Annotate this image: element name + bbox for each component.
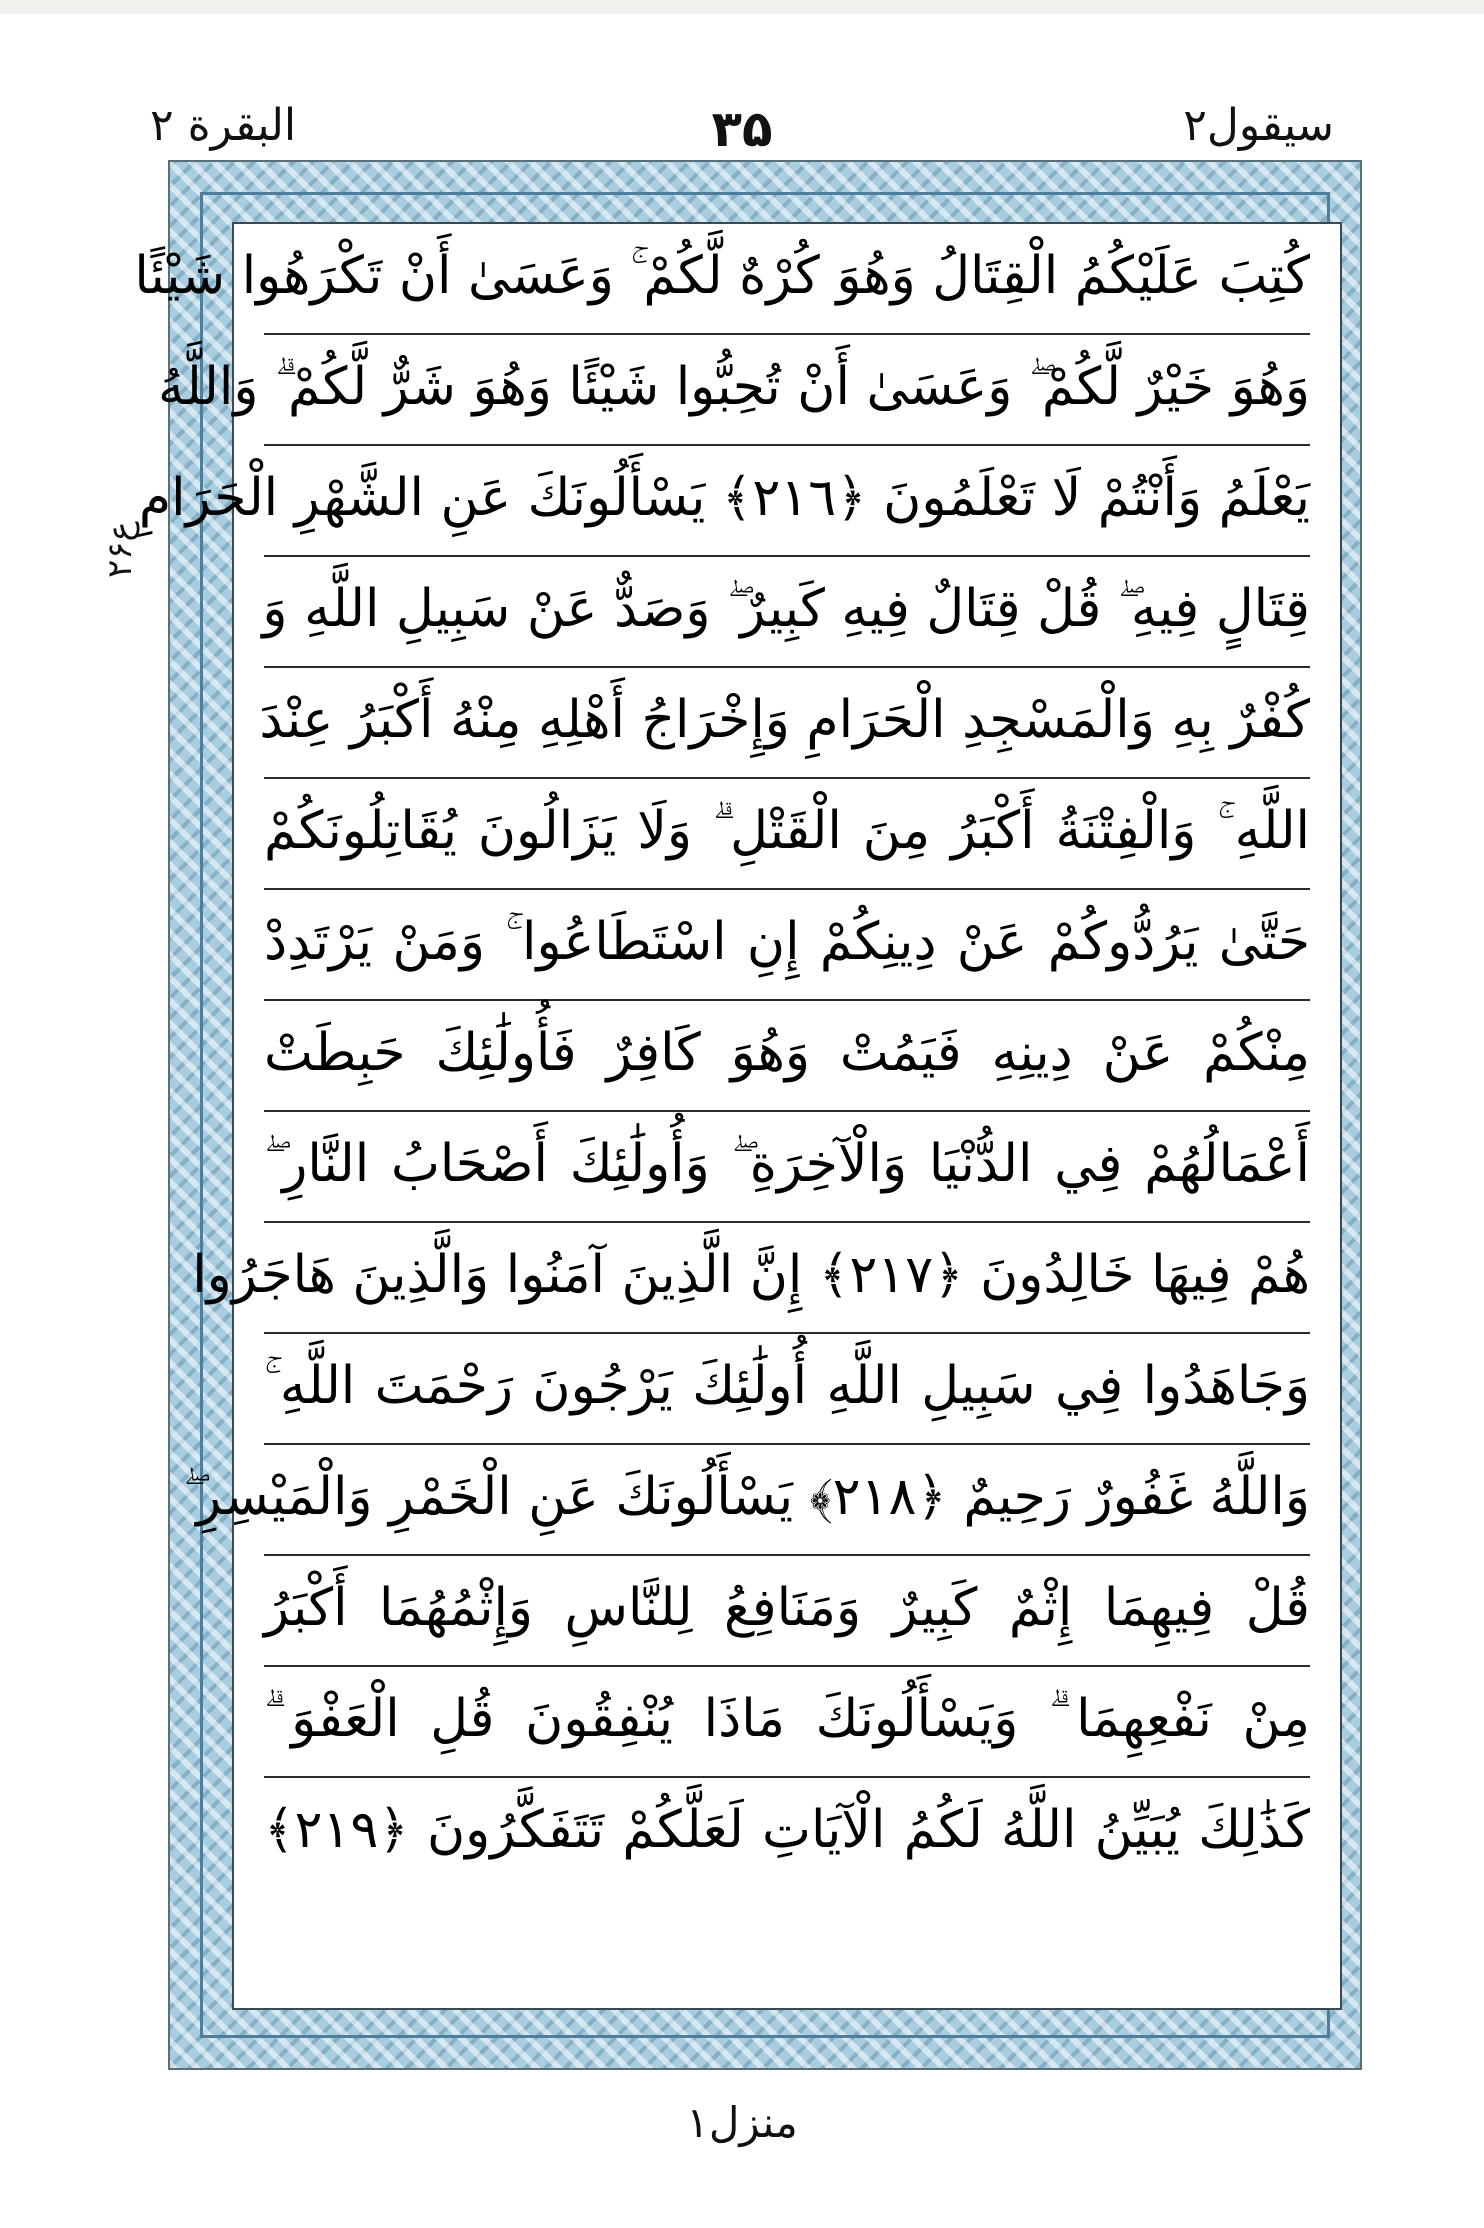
text-line-12: وَاللَّهُ غَفُورٌ رَحِيمٌ ﴿٢١٨﴾ يَسْأَلُونَكَ عَنِ الْخَمْرِ وَالْمَيْسِرِ ۖ [264,1445,1310,1556]
manzil-label: منزل۱ [686,2098,798,2147]
text-line-11: وَجَاهَدُوا فِي سَبِيلِ اللَّهِ أُولَٰئِكَ يَرْجُونَ رَحْمَتَ اللَّهِ ۚ [264,1334,1310,1445]
text-line-1: كُتِبَ عَلَيْكُمُ الْقِتَالُ وَهُوَ كُرْهٌ لَّكُمْ ۚ وَعَسَىٰ أَنْ تَكْرَهُوا شَيْئًا [264,224,1310,335]
text-line-6: اللَّهِ ۚ وَالْفِتْنَةُ أَكْبَرُ مِنَ الْقَتْلِ ۗ وَلَا يَزَالُونَ يُقَاتِلُونَكُمْ [264,779,1310,890]
surah-name: البقرة ۲ [150,100,297,151]
text-line-9: أَعْمَالُهُمْ فِي الدُّنْيَا وَالْآخِرَةِ ۖ وَأُولَٰئِكَ أَصْحَابُ النَّارِ ۖ [264,1112,1310,1223]
text-line-3: يَعْلَمُ وَأَنْتُمْ لَا تَعْلَمُونَ ﴿٢١٦﴾ يَسْأَلُونَكَ عَنِ الشَّهْرِ الْحَرَامِ [264,446,1310,557]
text-line-13: قُلْ فِيهِمَا إِثْمٌ كَبِيرٌ وَمَنَافِعُ لِلنَّاسِ وَإِثْمُهُمَا أَكْبَرُ [264,1556,1310,1667]
para-name: سيقول۲ [1183,100,1334,151]
text-line-14: مِنْ نَفْعِهِمَا ۗ وَيَسْأَلُونَكَ مَاذَا يُنْفِقُونَ قُلِ الْعَفْوَ ۗ [264,1667,1310,1778]
text-line-8: مِنْكُمْ عَنْ دِينِهِ فَيَمُتْ وَهُوَ كَافِرٌ فَأُولَٰئِكَ حَبِطَتْ [264,1001,1310,1112]
text-line-5: كُفْرٌ بِهِ وَالْمَسْجِدِ الْحَرَامِ وَإِخْرَاجُ أَهْلِهِ مِنْهُ أَكْبَرُ عِنْدَ [264,668,1310,779]
ruku-marker: ع۲۶ [100,521,140,579]
text-line-7: حَتَّىٰ يَرُدُّوكُمْ عَنْ دِينِكُمْ إِنِ اسْتَطَاعُوا ۚ وَمَنْ يَرْتَدِدْ [264,890,1310,1001]
text-line-10: هُمْ فِيهَا خَالِدُونَ ﴿٢١٧﴾ إِنَّ الَّذِينَ آمَنُوا وَالَّذِينَ هَاجَرُوا [264,1223,1310,1334]
page-number: ۳۵ [711,100,773,158]
text-line-2: وَهُوَ خَيْرٌ لَّكُمْ ۖ وَعَسَىٰ أَنْ تُحِبُّوا شَيْئًا وَهُوَ شَرٌّ لَّكُمْ ۗ وَاللَّهُ [264,335,1310,446]
text-line-15: كَذَٰلِكَ يُبَيِّنُ اللَّهُ لَكُمُ الْآيَاتِ لَعَلَّكُمْ تَتَفَكَّرُونَ ﴿٢١٩﴾ [264,1800,1310,1860]
top-margin-strip [0,0,1484,14]
text-line-4: قِتَالٍ فِيهِ ۖ قُلْ قِتَالٌ فِيهِ كَبِيرٌ ۖ وَصَدٌّ عَنْ سَبِيلِ اللَّهِ وَ [264,557,1310,668]
text-panel [134,222,1342,2010]
